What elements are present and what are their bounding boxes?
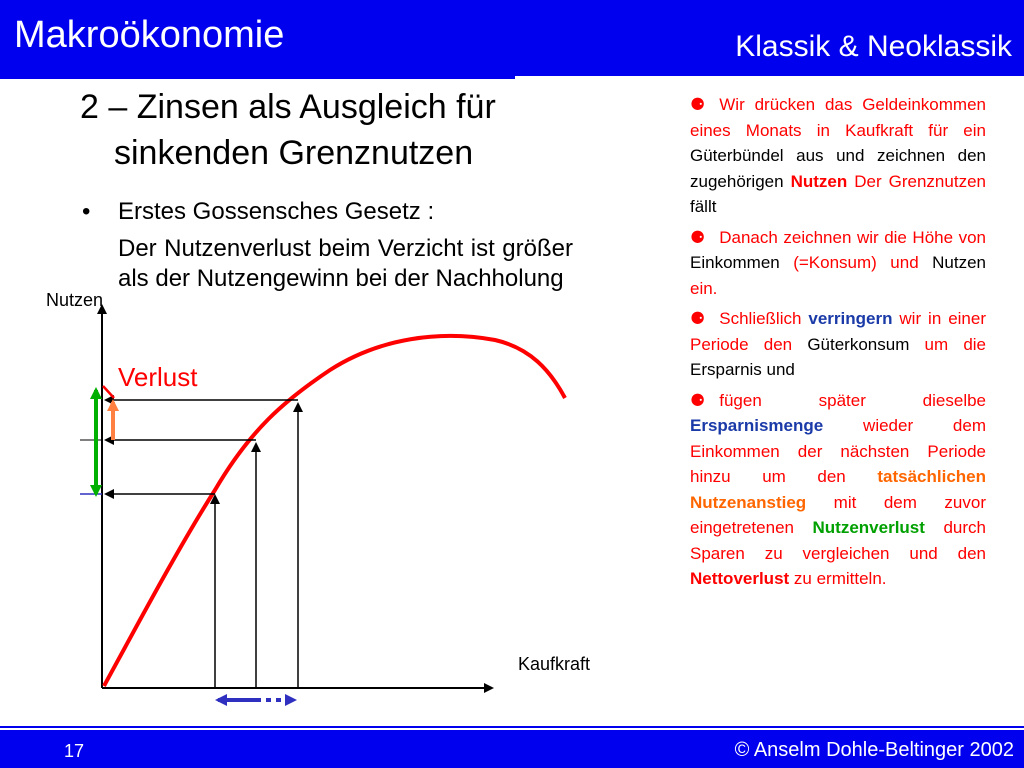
bullet-dot: • bbox=[82, 198, 91, 225]
footer-bar bbox=[0, 730, 1024, 768]
slide-title-line2: sinkenden Grenznutzen bbox=[114, 134, 474, 172]
mouse-icon: ⚈ bbox=[690, 227, 706, 247]
note-4: ⚈ fügen später dieselbe Ersparnismenge wieder dem Einkommen der nächsten Periode hinzu um den tatsächlichen Nutzenanstieg mit dem zuvor eingetretenen Nutzenverlust durch Sparen zu vergleichen und den Nettoverlust zu ermitteln. bbox=[690, 390, 986, 588]
course-title: Makroökonomie bbox=[14, 14, 285, 56]
mouse-icon: ⚈ bbox=[690, 95, 706, 114]
bullet-paragraph: Der Nutzenverlust beim Verzicht ist größer als der Nutzengewinn bei der Nachholung bbox=[118, 235, 573, 292]
verlust-pointer bbox=[103, 386, 114, 398]
slide-title-line1: 2 – Zinsen als Ausgleich für bbox=[80, 88, 496, 126]
copyright: © Anselm Dohle-Beltinger 2002 bbox=[734, 739, 1014, 761]
note-3: ⚈ Schließlich verringern wir in einer Periode den Güterkonsum um die Ersparnis und bbox=[690, 309, 987, 379]
x-axis-label: Kaufkraft bbox=[518, 654, 591, 674]
section-title: Klassik & Neoklassik bbox=[735, 30, 1012, 63]
note-2: ⚈ Danach zeichnen wir die Höhe von Einkommen (=Konsum) und Nutzen ein. bbox=[690, 227, 986, 298]
bullet-text: Erstes Gossensches Gesetz : bbox=[118, 198, 435, 225]
page-number: 17 bbox=[64, 741, 85, 761]
y-axis-label: Nutzen bbox=[46, 290, 104, 310]
footer-divider bbox=[0, 726, 1024, 728]
mouse-icon: ⚈ bbox=[690, 390, 706, 410]
title-bar bbox=[0, 0, 1024, 76]
loss-label: Verlust bbox=[118, 362, 198, 392]
divider bbox=[0, 76, 515, 79]
mouse-icon: ⚈ bbox=[690, 309, 706, 328]
utility-diagram bbox=[0, 280, 640, 720]
slide-title bbox=[80, 84, 496, 176]
note-1: ⚈ Wir drücken das Geldeinkommen eines Monats in Kaufkraft für ein Güterbündel aus und zeichnen den zugehörigen Nutzen Der Grenznutzen fällt bbox=[690, 95, 986, 216]
explanation-notes bbox=[690, 92, 986, 597]
